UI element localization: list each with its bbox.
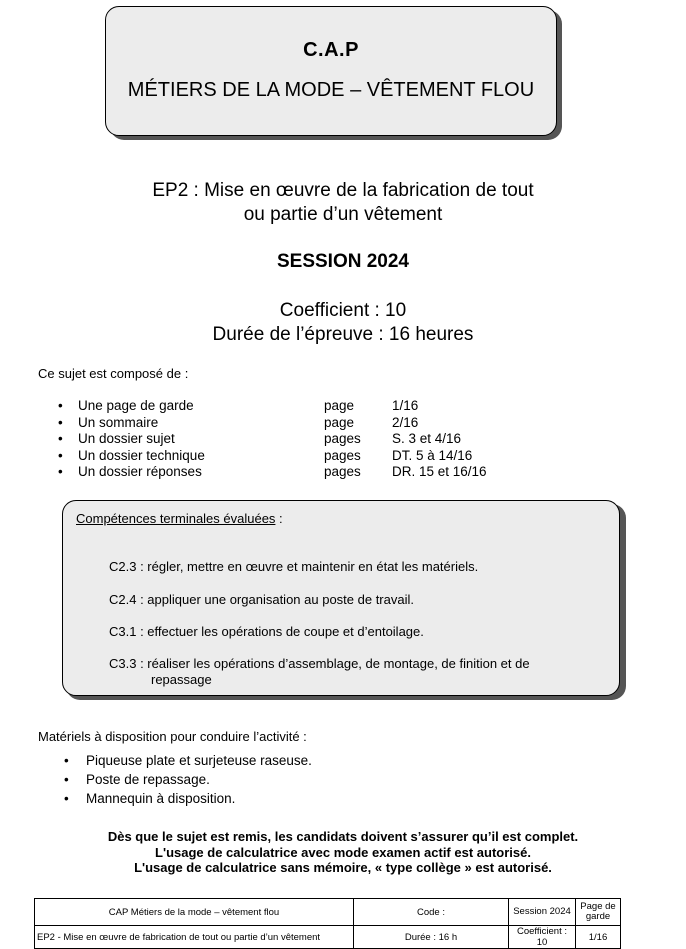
- composition-ref: 2/16: [392, 414, 419, 430]
- materiel-label: Piqueuse plate et surjeteuse raseuse.: [86, 753, 312, 768]
- footer-row: [35, 899, 621, 926]
- instructions-notes: [0, 829, 686, 876]
- competence-item: [109, 559, 579, 575]
- bullet-icon: •: [64, 753, 69, 768]
- competence-code: C2.4: [109, 592, 137, 607]
- footer-coef: Coefficient : 10: [509, 926, 576, 949]
- bullet-icon: •: [58, 414, 63, 430]
- bullet-icon: •: [58, 398, 63, 413]
- composition-pages: pages: [324, 431, 361, 446]
- cap-title: C.A.P: [303, 39, 359, 61]
- composition-list: [58, 398, 578, 481]
- competences-title: [76, 511, 283, 526]
- bullet-icon: •: [58, 447, 63, 463]
- epreuve-line-1: EP2 : Mise en œuvre de la fabrication de tout: [152, 180, 534, 201]
- list-item: [58, 448, 578, 465]
- composition-label: Un sommaire: [78, 414, 159, 430]
- list-item: [58, 398, 578, 415]
- composition-label: Un dossier sujet: [78, 431, 175, 446]
- competences-title-text: Compétences terminales évaluées: [76, 511, 276, 526]
- composition-ref: DT. 5 à 14/16: [392, 447, 473, 463]
- list-item: [58, 431, 578, 448]
- composition-label: Une page de garde: [78, 398, 194, 413]
- note-line: Dès que le sujet est remis, les candidats doivent s’assurer qu’il est complet.: [107, 829, 579, 844]
- materiel-label: Mannequin à disposition.: [86, 791, 236, 806]
- duree-text: Durée de l’épreuve : 16 heures: [212, 324, 474, 345]
- bullet-icon: •: [64, 772, 69, 787]
- coefficient-block: [0, 299, 686, 347]
- composition-ref: 1/16: [392, 398, 419, 413]
- bullet-icon: •: [64, 791, 69, 806]
- composition-ref: S. 3 et 4/16: [392, 431, 462, 446]
- footer-page-label: Page de garde: [576, 899, 621, 926]
- competence-text-continuation: repassage: [151, 672, 212, 687]
- competence-text: : régler, mettre en œuvre et maintenir en état les matériels.: [136, 559, 479, 574]
- footer-row: [35, 926, 621, 949]
- competence-code: C3.1: [109, 624, 137, 639]
- composition-pages: page: [324, 414, 355, 430]
- composition-label: Un dossier technique: [78, 447, 205, 463]
- footer-session: Session 2024: [509, 899, 576, 926]
- composition-intro: Ce sujet est composé de :: [38, 366, 189, 381]
- competence-item: [109, 624, 579, 640]
- competence-text: : effectuer les opérations de coupe et d’entoilage.: [136, 624, 424, 639]
- competence-text: : appliquer une organisation au poste de travail.: [136, 592, 414, 607]
- footer-title: CAP Métiers de la mode – vêtement flou: [35, 899, 354, 926]
- title-box: [105, 6, 557, 136]
- footer-epreuve: EP2 - Mise en œuvre de fabrication de tout ou partie d’un vêtement: [35, 926, 354, 949]
- metier-title: MÉTIERS DE LA MODE – VÊTEMENT FLOU: [127, 79, 535, 101]
- composition-label: Un dossier réponses: [78, 464, 202, 479]
- note-line: L'usage de calculatrice sans mémoire, « type collège » est autorisé.: [134, 860, 552, 875]
- epreuve-line-2: ou partie d’un vêtement: [243, 204, 443, 225]
- bullet-icon: •: [58, 464, 63, 479]
- footer-page: 1/16: [576, 926, 621, 949]
- competence-item: [109, 656, 579, 672]
- note-line: L'usage de calculatrice avec mode examen actif est autorisé.: [155, 844, 531, 860]
- footer-code-label: Code :: [354, 899, 509, 926]
- competence-text: : réaliser les opérations d’assemblage, de montage, de finition et de: [136, 656, 530, 671]
- session-heading: SESSION 2024: [276, 251, 410, 272]
- materiel-label: Poste de repassage.: [86, 772, 210, 787]
- composition-pages: page: [324, 398, 355, 413]
- footer-table: [34, 898, 621, 949]
- bullet-icon: •: [58, 431, 63, 446]
- list-item: [58, 415, 578, 432]
- composition-ref: DR. 15 et 16/16: [392, 464, 487, 479]
- materiels-intro: Matériels à disposition pour conduire l’activité :: [38, 729, 307, 744]
- composition-pages: pages: [324, 447, 361, 463]
- competence-code: C3.3: [109, 656, 137, 671]
- competence-item: [109, 592, 579, 608]
- competence-code: C2.3: [109, 559, 137, 574]
- competences-title-suffix: :: [275, 511, 283, 526]
- coefficient-text: Coefficient : 10: [279, 300, 407, 321]
- footer-duree: Durée : 16 h: [354, 926, 509, 949]
- epreuve-title: [60, 179, 626, 227]
- list-item: [58, 464, 578, 481]
- composition-pages: pages: [324, 464, 361, 479]
